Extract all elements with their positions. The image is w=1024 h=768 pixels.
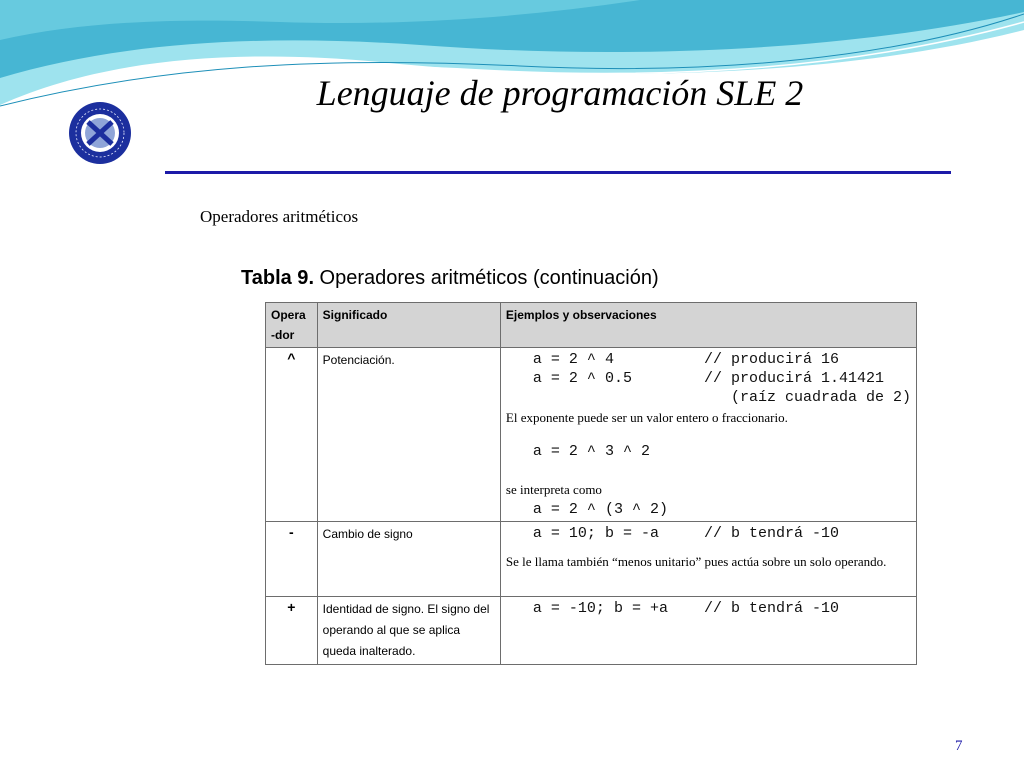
- table-header-row: [266, 303, 917, 348]
- examples-cell: [500, 597, 916, 665]
- title-underline: [165, 171, 951, 174]
- operators-table: [265, 302, 917, 665]
- examples-cell: [500, 522, 916, 597]
- table-row-power: [266, 348, 917, 522]
- meaning-cell: Identidad de signo. El signo del operando al que se aplica queda inalterado.: [317, 597, 500, 665]
- code-example: a = 10; b = -a // b tendrá -10: [505, 525, 839, 542]
- header-meaning: Significado: [317, 303, 500, 348]
- operators-table-figure: [236, 262, 922, 668]
- observation-text: El exponente puede ser un valor entero o fraccionario.: [505, 410, 788, 425]
- operator-cell: +: [266, 597, 318, 665]
- code-example: a = -10; b = +a // b tendrá -10: [505, 600, 839, 617]
- table-row-identity: [266, 597, 917, 665]
- table-row-negation: [266, 522, 917, 597]
- meaning-cell: Cambio de signo: [317, 522, 500, 597]
- table-caption-separator: .: [308, 267, 314, 289]
- table-caption-number: Tabla 9: [241, 267, 309, 289]
- slide-subtitle: Operadores aritméticos: [200, 207, 359, 226]
- examples-cell: [500, 348, 916, 522]
- table-caption-text: Operadores aritméticos (continuación): [314, 267, 659, 289]
- operator-cell: ^: [266, 348, 318, 522]
- observation-text: Se le llama también “menos unitario” pues actúa sobre un solo operando.: [505, 554, 887, 569]
- meaning-cell: Potenciación.: [317, 348, 500, 522]
- operator-cell: -: [266, 522, 318, 597]
- code-example: a = 2 ^ 3 ^ 2: [505, 443, 650, 460]
- code-example: a = 2 ^ 4 // producirá 16 a = 2 ^ 0.5 // producirá 1.41421 (raíz cuadrada de 2): [532, 351, 911, 406]
- header-examples: Ejemplos y observaciones: [500, 303, 916, 348]
- page-number: 7: [955, 738, 963, 754]
- code-example: a = 2 ^ (3 ^ 2): [505, 501, 668, 518]
- slide-title: Lenguaje de programación SLE 2: [316, 73, 804, 113]
- institution-logo: [45, 100, 155, 166]
- observation-text: se interpreta como: [505, 482, 602, 497]
- table-caption: [241, 267, 659, 290]
- header-operator: Opera -dor: [266, 303, 318, 348]
